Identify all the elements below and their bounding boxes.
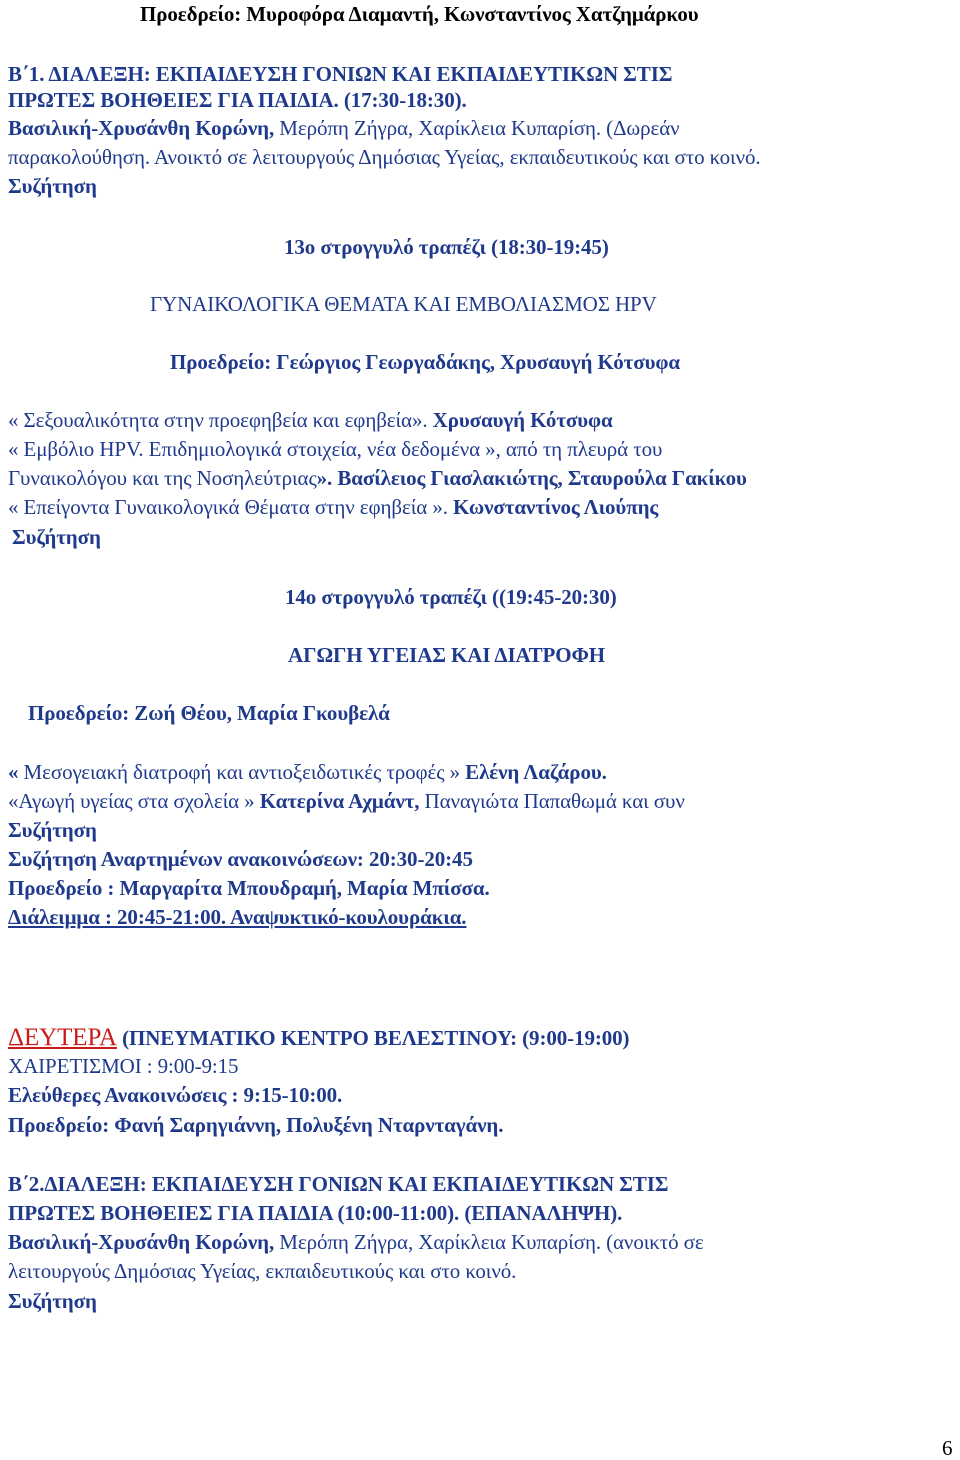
talk-speaker: Χρυσαυγή Κότσυφα: [432, 408, 613, 432]
speaker-name: Βασιλική-Χρυσάνθη Κορώνη,: [8, 1230, 275, 1254]
quote-open: «: [8, 760, 19, 784]
lecture-b1-audience: παρακολούθηση. Ανοικτό σε λειτουργούς Δημόσιας Υγείας, εκπαιδευτικούς και στο κοινό.: [8, 145, 761, 169]
discussion-label: Συζήτηση: [8, 1289, 97, 1313]
free-communications-line: Ελεύθερες Ανακοινώσεις : 9:15-10:00.: [8, 1083, 343, 1107]
talk-speaker: Κατερίνα Αχμάντ,: [259, 789, 420, 813]
talk-text: « Επείγοντα Γυναικολογικά Θέματα στην εφηβεία ».: [8, 495, 454, 519]
lecture-b2-title-cont: ΠΡΩΤΕΣ ΒΟΗΘΕΙΕΣ ΓΙΑ ΠΑΙΔΙΑ (10:00-11:00). (ΕΠΑΝΑΛΗΨΗ).: [8, 1201, 623, 1225]
round-table-13-presidium: Προεδρείο: Γεώργιος Γεωργαδάκης, Χρυσαυγή Κότσυφα: [170, 350, 681, 374]
talk-13-2-cont: [8, 468, 747, 489]
talk-14-2: [8, 791, 685, 812]
round-table-14-presidium: Προεδρείο: Ζωή Θέου, Μαρία Γκουβελά: [28, 701, 390, 725]
talk-13-2: « Εμβόλιο HPV. Επιδημιολογικά στοιχεία, νέα δεδομένα », από τη πλευρά του: [8, 437, 663, 461]
greetings-line: ΧΑΙΡΕΤΙΣΜΟΙ : 9:00-9:15: [8, 1054, 239, 1078]
talk-text: Μεσογειακή διατροφή και αντιοξειδωτικές τροφές »: [18, 760, 466, 784]
monday-heading: [8, 1025, 629, 1050]
posters-label: Συζήτηση: [8, 847, 97, 871]
presidium-line: Προεδρείο: Μυροφόρα Διαμαντή, Κωνσταντίνος Χατζημάρκου: [140, 2, 699, 26]
talk-text: «Αγωγή υγείας στα σχολεία »: [8, 789, 260, 813]
speaker-rest: Μερόπη Ζήγρα, Χαρίκλεια Κυπαρίση. (ανοικτό σε: [274, 1230, 704, 1254]
posters-text: Αναρτημένων ανακοινώσεων: 20:30-20:45: [96, 847, 473, 871]
talk-speaker-2: Σταυρούλα Γακίκου: [562, 466, 747, 490]
lecture-b2-title: Β΄2.ΔΙΑΛΕΞΗ: ΕΚΠΑΙΔΕΥΣΗ ΓΟΝΙΩΝ ΚΑΙ ΕΚΠΑΙΔΕΥΤΙΚΩΝ ΣΤΙΣ: [8, 1172, 669, 1196]
lecture-b1-title: Β΄1. ΔΙΑΛΕΞΗ: ΕΚΠΑΙΔΕΥΣΗ ΓΟΝΙΩΝ ΚΑΙ ΕΚΠΑΙΔΕΥΤΙΚΩΝ ΣΤΙΣ: [8, 62, 673, 86]
break-line: Διάλειμμα : 20:45-21:00. Αναψυκτικό-κουλουράκια.: [8, 905, 467, 929]
lecture-b1-speakers: [8, 118, 680, 139]
talk-speaker: Κωνσταντίνος Λιούπης: [453, 495, 659, 519]
talk-speaker: ». Βασίλειος Γιασλακιώτης,: [316, 466, 563, 490]
talk-rest: Παναγιώτα Παπαθωμά και συν: [419, 789, 685, 813]
posters-presidium: Προεδρείο : Μαργαρίτα Μπουδραμή, Μαρία Μπίσσα.: [8, 876, 490, 900]
speaker-rest: Μερόπη Ζήγρα, Χαρίκλεια Κυπαρίση. (Δωρεάν: [274, 116, 680, 140]
discussion-label: Συζήτηση: [12, 525, 101, 549]
monday-presidium: Προεδρείο: Φανή Σαρηγιάννη, Πολυξένη Νταρνταγάνη.: [8, 1113, 504, 1137]
round-table-13-title: 13ο στρογγυλό τραπέζι (18:30-19:45): [284, 235, 609, 259]
talk-text: « Σεξουαλικότητα στην προεφηβεία και εφηβεία».: [8, 408, 433, 432]
talk-13-1: [8, 410, 613, 431]
venue-label: (ΠΝΕΥΜΑΤΙΚΟ ΚΕΝΤΡΟ ΒΕΛΕΣΤΙΝΟΥ: (9:00-19:00): [116, 1026, 630, 1050]
lecture-b2-audience: λειτουργούς Δημόσιας Υγείας, εκπαιδευτικούς και στο κοινό.: [8, 1259, 517, 1283]
talk-text: Γυναικολόγου και της Νοσηλεύτριας: [8, 466, 317, 490]
lecture-b1-title-cont: ΠΡΩΤΕΣ ΒΟΗΘΕΙΕΣ ΓΙΑ ΠΑΙΔΙΑ. (17:30-18:30).: [8, 88, 467, 112]
lecture-b2-speakers: [8, 1232, 704, 1253]
round-table-13-subtitle: ΓΥΝΑΙΚΟΛΟΓΙΚΑ ΘΕΜΑΤΑ ΚΑΙ ΕΜΒΟΛΙΑΣΜΟΣ HPV: [150, 292, 657, 316]
discussion-label: Συζήτηση: [8, 818, 97, 842]
talk-speaker: Ελένη Λαζάρου.: [465, 760, 607, 784]
discussion-label: Συζήτηση: [8, 174, 97, 198]
round-table-14-subtitle: ΑΓΩΓΗ ΥΓΕΙΑΣ ΚΑΙ ΔΙΑΤΡΟΦΗ: [288, 643, 606, 667]
posters-discussion: [8, 849, 473, 870]
speaker-name: Βασιλική-Χρυσάνθη Κορώνη,: [8, 116, 275, 140]
talk-14-1: [8, 762, 607, 783]
round-table-14-title: 14ο στρογγυλό τραπέζι ((19:45-20:30): [285, 585, 617, 609]
talk-13-3: [8, 497, 658, 518]
page-number: 6: [942, 1436, 953, 1460]
day-label: ΔΕΥΤΕΡΑ: [8, 1024, 117, 1051]
